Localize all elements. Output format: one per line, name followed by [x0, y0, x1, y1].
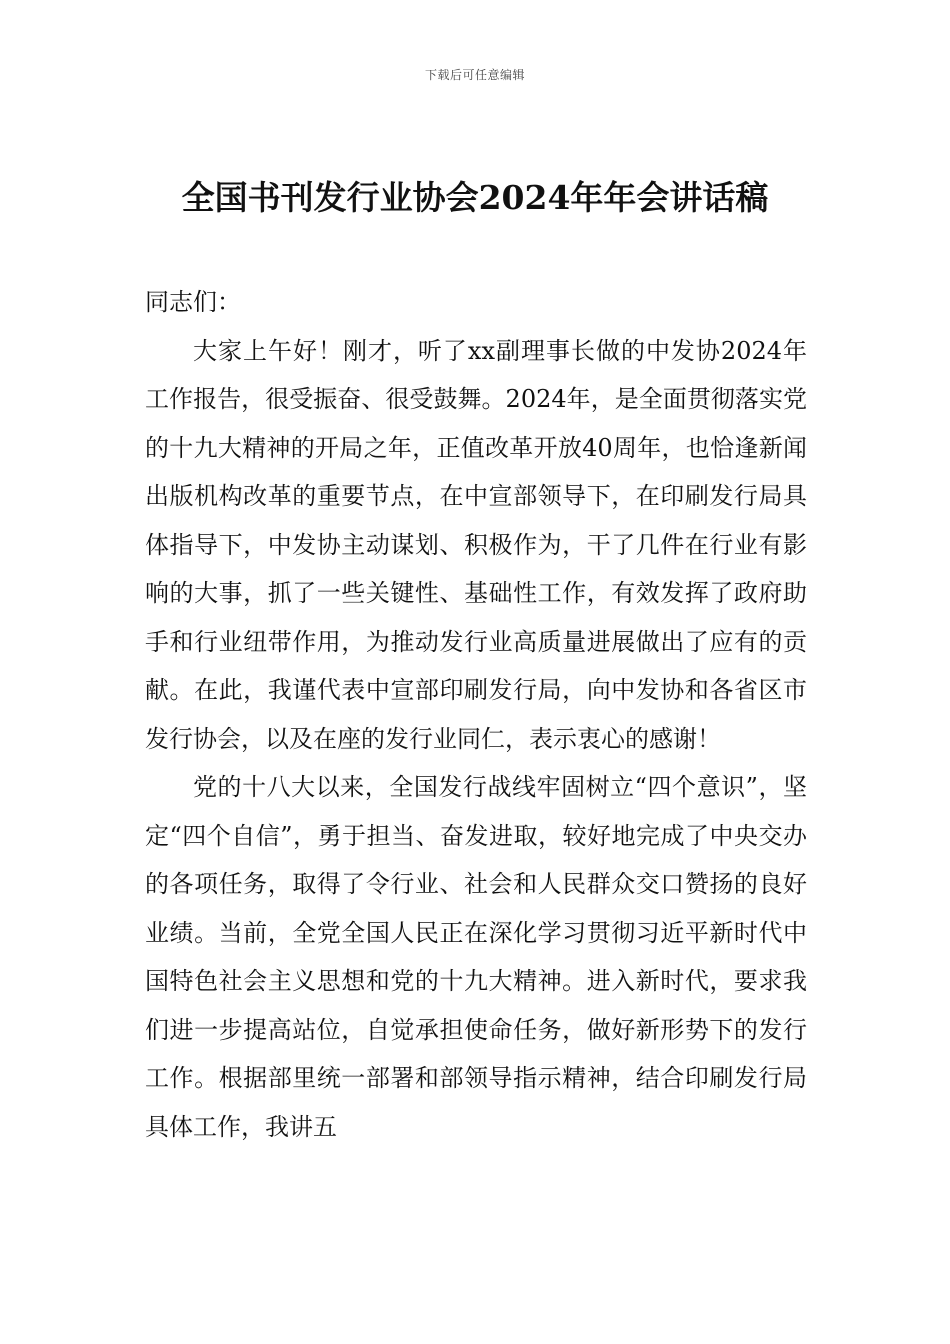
paragraph-2: 党的十八大以来，全国发行战线牢固树立“四个意识”，坚定“四个自信”，勇于担当、奋发进取，较好地完成了中央交办的各项任务，取得了令行业、社会和人民群众交口赞扬的良好业绩。当前，全党全国人民正在深化学习贯彻习近平新时代中国特色社会主义思想和党的十九大精神。进入新时代，要求我们进一步提高站位，自觉承担使命任务，做好新形势下的发行工作。根据部里统一部署和部领导指示精神，结合印刷发行局具体工作，我讲五: [145, 773, 807, 1141]
document-title: 全国书刊发行业协会2024年年会讲话稿: [181, 178, 769, 217]
header-note: 下载后可任意编辑: [424, 68, 525, 82]
paragraph-1: 大家上午好！刚才，听了xx副理事长做的中发协2024年工作报告，很受振奋、很受鼓舞。2024年，是全面贯彻落实党的十九大精神的开局之年，正值改革开放40周年，也恰逢新闻出版机构改革的重要节点，在中宣部领导下，在印刷发行局具体指导下，中发协主动谋划、积极作为，干了几件在行业有影响的大事，抓了一些关键性、基础性工作，有效发挥了政府助手和行业纽带作用，为推动发行业高质量进展做出了应有的贡献。在此，我谨代表中宣部印刷发行局，向中发协和各省区市发行协会，以及在座的发行业同仁，表示衷心的感谢！: [145, 336, 807, 753]
document-body: [145, 278, 807, 1151]
greeting: 同志们：: [145, 288, 241, 316]
